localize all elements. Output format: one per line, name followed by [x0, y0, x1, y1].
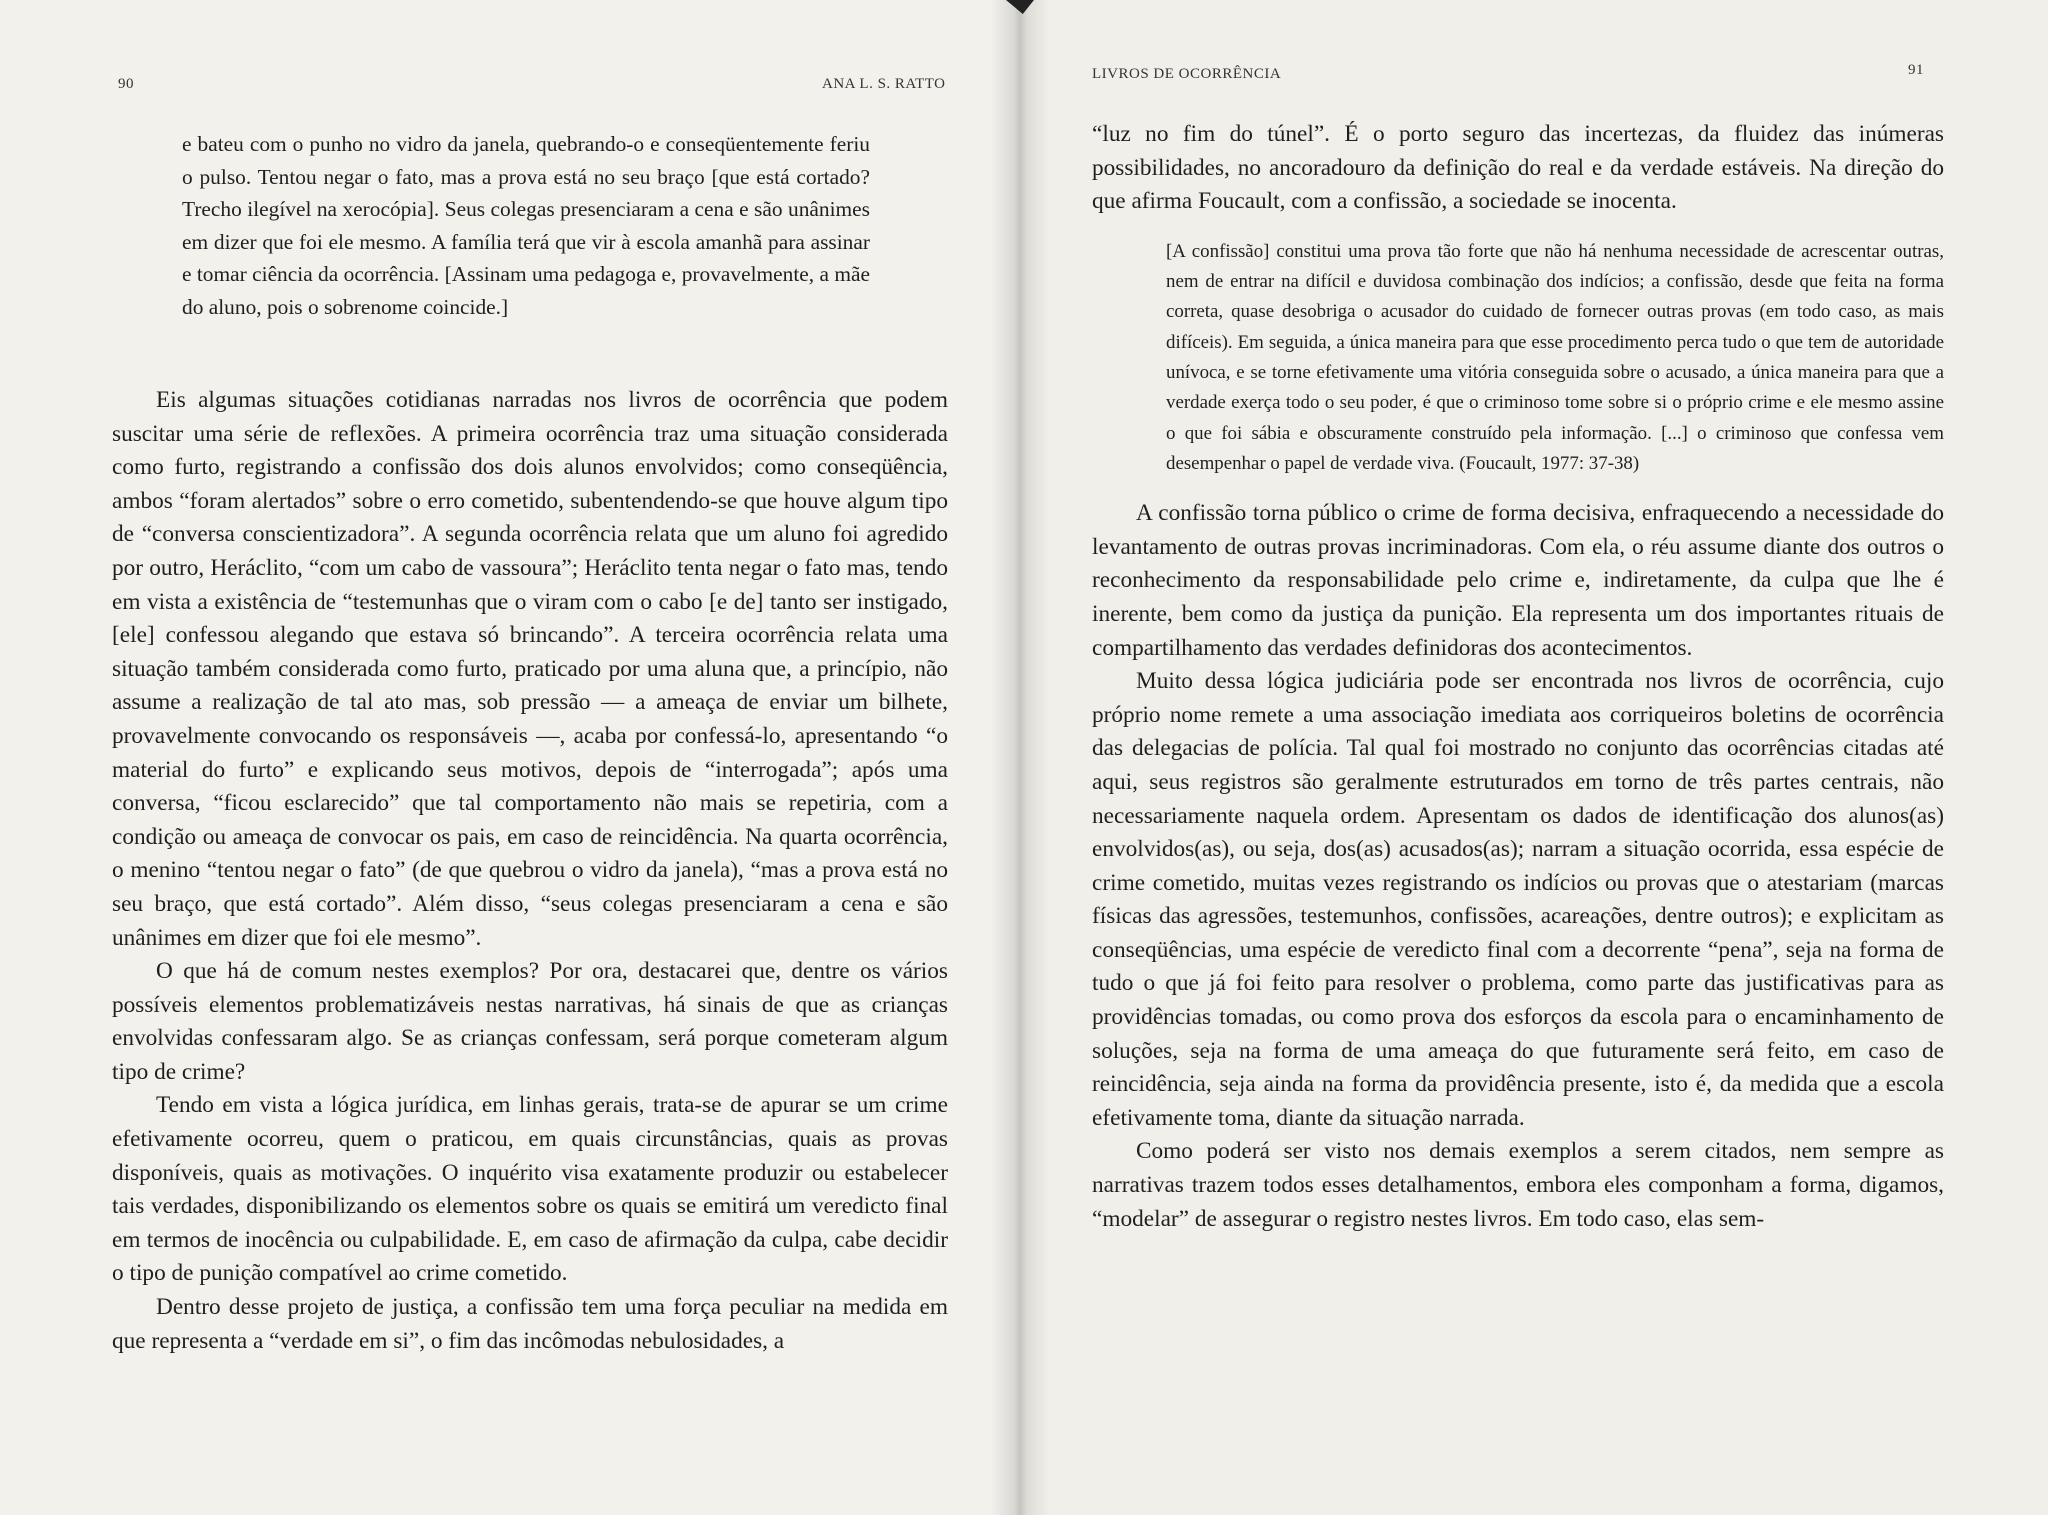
- quote-continuation: [182, 128, 870, 323]
- block-quote-text: [A confissão] constitui uma prova tão forte que não há nenhuma necessidade de acrescentar outras, nem de entrar na difícil e duvidosa combinação dos indícios; a confissão, desde que feita na forma correta, quase desobriga o acusador do cuidado de fornecer outras provas (em todo caso, as mais difíceis). Em seguida, a única maneira para que esse procedimento perca tudo o que tem de autoridade unívoca, e se torne efetivamente uma vitória conseguida sobre o acusado, a única maneira para que a verdade exerça todo o seu poder, é que o criminoso tome sobre si o próprio crime e ele mesmo assine o que foi sábia e obscuramente construído pela informação. [...] o criminoso que confessa vem desempenhar o papel de verdade viva. (Foucault, 1977: 37-38): [1166, 240, 1944, 474]
- paragraph: A confissão torna público o crime de forma decisiva, enfraquecendo a necessidade do levantamento de outras provas incriminadoras. Com ela, o réu assume diante dos outros o reconhecimento da responsabilidade pelo crime e, indiretamente, da culpa que lhe é inerente, bem como da justiça da punição. Ela representa um dos importantes rituais de compartilhamento das verdades definidoras dos acontecimentos.: [1092, 500, 1944, 661]
- page-number-right: 91: [1908, 62, 1924, 78]
- book-gutter: [990, 0, 1050, 1515]
- left-body: [112, 384, 948, 1358]
- paragraph: Muito dessa lógica judiciária pode ser encontrada nos livros de ocorrência, cujo próprio nome remete a uma associação imediata aos corriqueiros boletins de ocorrência das delegacias de polícia. Tal qual foi mostrado no conjunto das ocorrências citadas até aqui, seus registros são geralmente estruturados em torno de três partes centrais, não necessariamente naquela ordem. Apresentam os dados de identificação dos alunos(as) envolvidos(as), ou seja, dos(as) acusados(as); narram a situação ocorrida, essa espécie de crime cometido, muitas vezes registrando os indícios ou provas que o atestariam (marcas físicas das agressões, testemunhos, confissões, acareações, dentre outros); e explicitam as conseqüências, uma espécie de veredicto final com a decorrente “pena”, seja na forma de tudo o que já foi feito para resolver o problema, como parte das justificativas para as providências tomadas, ou como prova dos esforços da escola para o encaminhamento de soluções, seja na forma de uma ameaça do que futuramente será feito, em caso de reincidência, seja ainda na forma da providência presente, isto é, da medida que a escola efetivamente toma, diante da situação narrada.: [1092, 668, 1944, 1131]
- paragraph: Tendo em vista a lógica jurídica, em linhas gerais, trata-se de apurar se um crime efetivamente ocorreu, quem o praticou, em quais circunstâncias, quais as provas disponíveis, quais as motivações. O inquérito visa exatamente produzir ou estabelecer tais verdades, disponibilizando os elementos sobre os quais se emitirá um veredicto final em termos de inocência ou culpabilidade. E, em caso de afirmação da culpa, cabe decidir o tipo de punição compatível ao crime cometido.: [112, 1092, 948, 1287]
- quote-continuation-text: e bateu com o punho no vidro da janela, quebrando-o e conseqüentemente feriu o pulso. Tentou negar o fato, mas a prova está no seu braço [que está cortado? Trecho ilegível na xerocópia]. Seus colegas presenciaram a cena e são unânimes em dizer que foi ele mesmo. A família terá que vir à escola amanhã para assinar e tomar ciência da ocorrência. [Assinam uma pedagoga e, provavelmente, a mãe do aluno, pois o sobrenome coincide.]: [182, 132, 870, 319]
- right-body: [1092, 118, 1944, 1236]
- block-quote: [1166, 237, 1944, 479]
- paragraph: Como poderá ser visto nos demais exemplos a serem citados, nem sempre as narrativas trazem todos esses detalhamentos, embora eles componham a forma, digamos, “modelar” de assegurar o registro nestes livros. Em todo caso, elas sem-: [1092, 1138, 1944, 1232]
- paragraph: Eis algumas situações cotidianas narradas nos livros de ocorrência que podem suscitar uma série de reflexões. A primeira ocorrência traz uma situação considerada como furto, registrando a confissão dos dois alunos envolvidos; como conseqüência, ambos “foram alertados” sobre o erro cometido, subentendendo-se que houve algum tipo de “conversa conscientizadora”. A segunda ocorrência relata que um aluno foi agredido por outro, Heráclito, “com um cabo de vassoura”; Heráclito tenta negar o fato mas, tendo em vista a existência de “testemunhas que o viram com o cabo [e de] tanto ser instigado, [ele] confessou alegando que estava só brincando”. A terceira ocorrência relata uma situação também considerada como furto, praticado por uma aluna que, a princípio, não assume a realização de tal ato mas, sob pressão — a ameaça de enviar um bilhete, provavelmente convocando os responsáveis —, acaba por confessá-lo, apresentando “o material do furto” e explicando seus motivos, depois de “interrogada”; após uma conversa, “ficou esclarecido” que tal comportamento não mais se repetiria, com a condição ou ameaça de convocar os pais, em caso de reincidência. Na quarta ocorrência, o menino “tentou negar o fato” (de que quebrou o vidro da janela), “mas a prova está no seu braço, que está cortado”. Além disso, “seus colegas presenciaram a cena e são unânimes em dizer que foi ele mesmo”.: [112, 387, 948, 951]
- paragraph: O que há de comum nestes exemplos? Por ora, destacarei que, dentre os vários possíveis elementos problematizáveis nestas narrativas, há sinais de que as crianças envolvidas confessaram algo. Se as crianças confessam, será porque cometeram algum tipo de crime?: [112, 958, 948, 1085]
- paragraph: Dentro desse projeto de justiça, a confissão tem uma força peculiar na medida em que representa a “verdade em si”, o fim das incômodas nebulosidades, a: [112, 1294, 948, 1354]
- page-number-left: 90: [118, 76, 134, 92]
- right-page: [1016, 0, 2048, 1515]
- left-page: [0, 0, 1016, 1515]
- running-head-right: LIVROS DE OCORRÊNCIA: [1092, 66, 1282, 82]
- paragraph: “luz no fim do túnel”. É o porto seguro das incertezas, da fluidez das inúmeras possibilidades, no ancoradouro da definição do real e da verdade estáveis. Na direção do que afirma Foucault, com a confissão, a sociedade se inocenta.: [1092, 121, 1944, 215]
- running-head-left: ANA L. S. RATTO: [822, 76, 946, 92]
